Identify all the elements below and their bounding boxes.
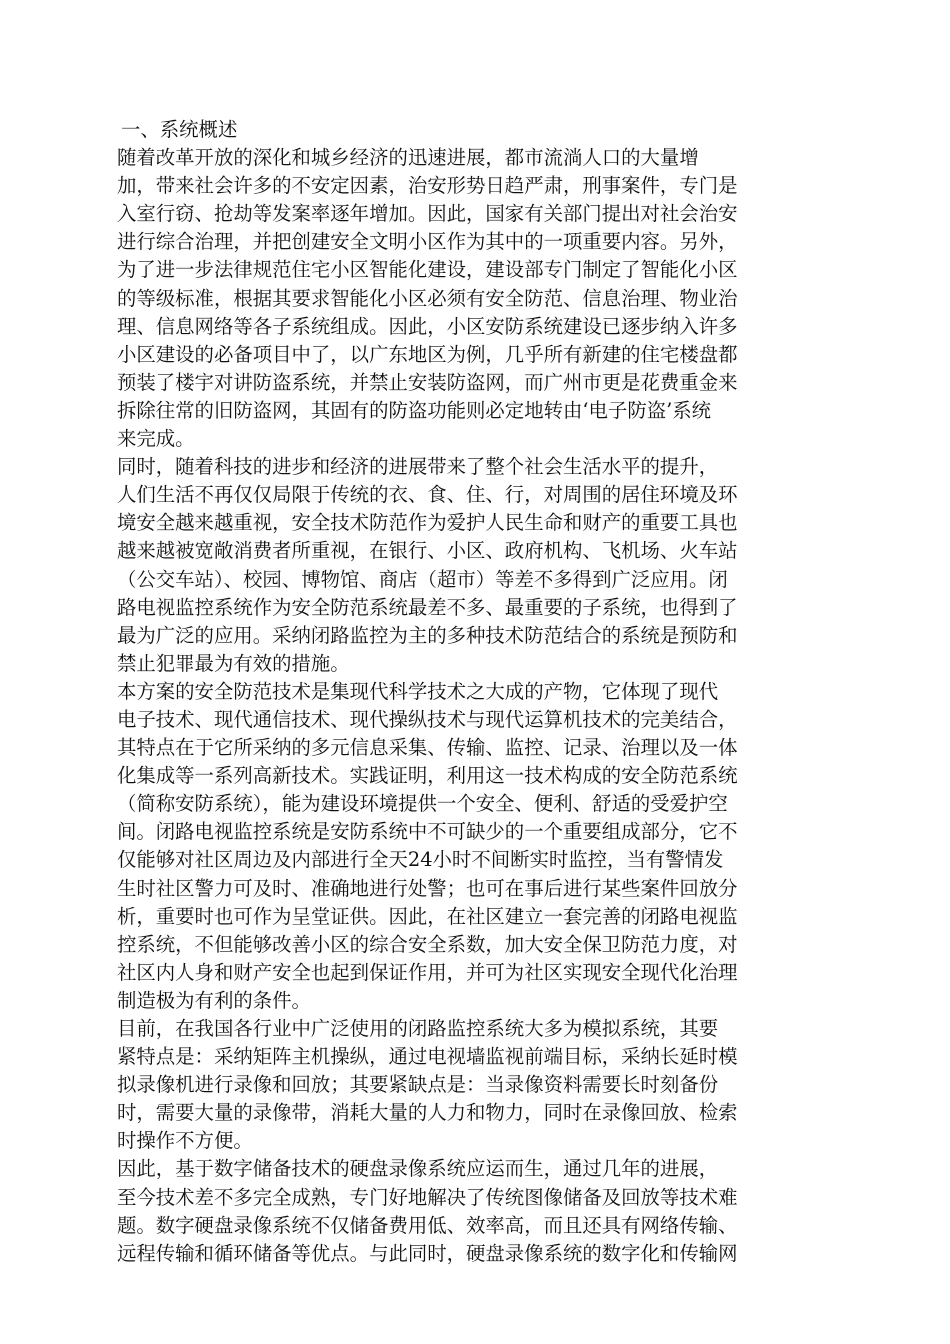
paragraph-line: 路电视监控系统作为安全防范系统最差不多、最重要的子系统，也得到了 — [117, 595, 738, 619]
paragraph-line: 生时社区警力可及时、准确地进行处警；也可在事后进行某些案件回放分 — [117, 876, 738, 900]
paragraph-line: 时操作不方便。 — [117, 1129, 253, 1153]
paragraph-line: 加，带来社会许多的不安定因素，治安形势日趋严肃，刑事案件，专门是 — [117, 174, 738, 198]
paragraph-line: 来完成。 — [117, 427, 195, 451]
paragraph-line: 进行综合治理，并把创建安全文明小区作为其中的一项重要内容。另外， — [117, 230, 738, 254]
paragraph-3 — [117, 678, 833, 1015]
paragraph-line: 因此，基于数字储备技术的硬盘录像系统应运而生，通过几年的进展， — [117, 1157, 719, 1181]
paragraph-line: 题。数字硬盘录像系统不仅储备费用低、效率高，而且还具有网络传输、 — [117, 1213, 738, 1237]
paragraph-line: 越来越被宽敞消费者所重视，在银行、小区、政府机构、飞机场、火车站 — [117, 539, 738, 563]
section-heading: 一、系统概述 — [121, 118, 238, 141]
paragraph-line: 拟录像机进行录像和回放；其要紧缺点是：当录像资料需要长时刻备份 — [117, 1073, 719, 1097]
paragraph-line: 制造极为有利的条件。 — [117, 988, 311, 1012]
paragraph-line: 为了进一步法律规范住宅小区智能化建设，建设部专门制定了智能化小区 — [117, 258, 738, 282]
paragraph-line: 最为广泛的应用。采纳闭路监控为主的多种技术防范结合的系统是预防和 — [117, 623, 738, 647]
paragraph-line: 控系统，不但能够改善小区的综合安全系数，加大安全保卫防范力度，对 — [117, 932, 738, 956]
paragraph-line: 目前，在我国各行业中广泛使用的闭路监控系统大多为模拟系统，其要 — [117, 1017, 719, 1040]
paragraphs-container — [117, 144, 833, 1268]
paragraph-line: 人们生活不再仅仅局限于传统的衣、食、住、行，对周围的居住环境及环 — [117, 483, 738, 507]
paragraph-1 — [117, 144, 833, 453]
paragraph-line: 紧特点是：采纳矩阵主机操纵，通过电视墙监视前端目标，采纳长延时模 — [117, 1045, 738, 1069]
paragraph-line: 至今技术差不多完全成熟，专门好地解决了传统图像储备及回放等技术难 — [117, 1185, 738, 1209]
paragraph-line: 随着改革开放的深化和城乡经济的迅速进展，都市流淌人口的大量增 — [117, 146, 699, 170]
paragraph-line: 化集成等一系列高新技术。实践证明，利用这一技术构成的安全防范系统 — [117, 764, 738, 788]
paragraph-line: （简称安防系统），能为建设环境提供一个安全、便利、舒适的受爱护空 — [117, 792, 728, 816]
paragraph-line: 本方案的安全防范技术是集现代科学技术之大成的产物，它体现了现代 — [117, 679, 719, 703]
paragraph-line: （公交车站）、校园、博物馆、商店（超市）等差不多得到广泛应用。闭 — [117, 567, 728, 591]
paragraph-line: 禁止犯罪最为有效的措施。 — [117, 651, 350, 675]
paragraph-line: 预装了楼宇对讲防盗系统，并禁止安装防盗网，而广州市更是花费重金来 — [117, 370, 738, 394]
paragraph-line: 仅能够对社区周边及内部进行全天24小时不间断实时监控，当有警情发 — [117, 848, 724, 872]
paragraph-line: 同时，随着科技的进步和经济的进展带来了整个社会生活水平的提升， — [117, 455, 719, 479]
paragraph-line: 拆除往常的旧防盗网，其固有的防盗功能则必定地转由‘电子防盗’系统 — [117, 398, 712, 422]
paragraph-line: 析，重要时也可作为呈堂证供。因此，在社区建立一套完善的闭路电视监 — [117, 904, 738, 928]
document-body — [117, 116, 833, 1268]
paragraph-line: 其特点在于它所采纳的多元信息采集、传输、监控、记录、治理以及一体 — [117, 736, 738, 760]
paragraph-line: 入室行窃、抢劫等发案率逐年增加。因此，国家有关部门提出对社会治安 — [117, 202, 738, 226]
paragraph-line: 小区建设的必备项目中了，以广东地区为例，几乎所有新建的住宅楼盘都 — [117, 342, 738, 366]
paragraph-line: 境安全越来越重视，安全技术防范作为爱护人民生命和财产的重要工具也 — [117, 511, 738, 535]
paragraph-2 — [117, 453, 833, 678]
paragraph-line: 远程传输和循环储备等优点。与此同时，硬盘录像系统的数字化和传输网 — [117, 1241, 738, 1265]
paragraph-line: 理、信息网络等各子系统组成。因此，小区安防系统建设已逐步纳入许多 — [117, 314, 738, 338]
paragraph-5 — [117, 1155, 833, 1267]
paragraph-4 — [117, 1015, 833, 1155]
paragraph-line: 社区内人身和财产安全也起到保证作用，并可为社区实现安全现代化治理 — [117, 960, 738, 984]
paragraph-line: 电子技术、现代通信技术、现代操纵技术与现代运算机技术的完美结合， — [117, 707, 738, 731]
paragraph-line: 的等级标准，根据其要求智能化小区必须有安全防范、信息治理、物业治 — [117, 286, 738, 310]
paragraph-line: 时，需要大量的录像带，消耗大量的人力和物力，同时在录像回放、检索 — [117, 1101, 738, 1125]
paragraph-line: 间。闭路电视监控系统是安防系统中不可缺少的一个重要组成部分，它不 — [117, 820, 738, 844]
